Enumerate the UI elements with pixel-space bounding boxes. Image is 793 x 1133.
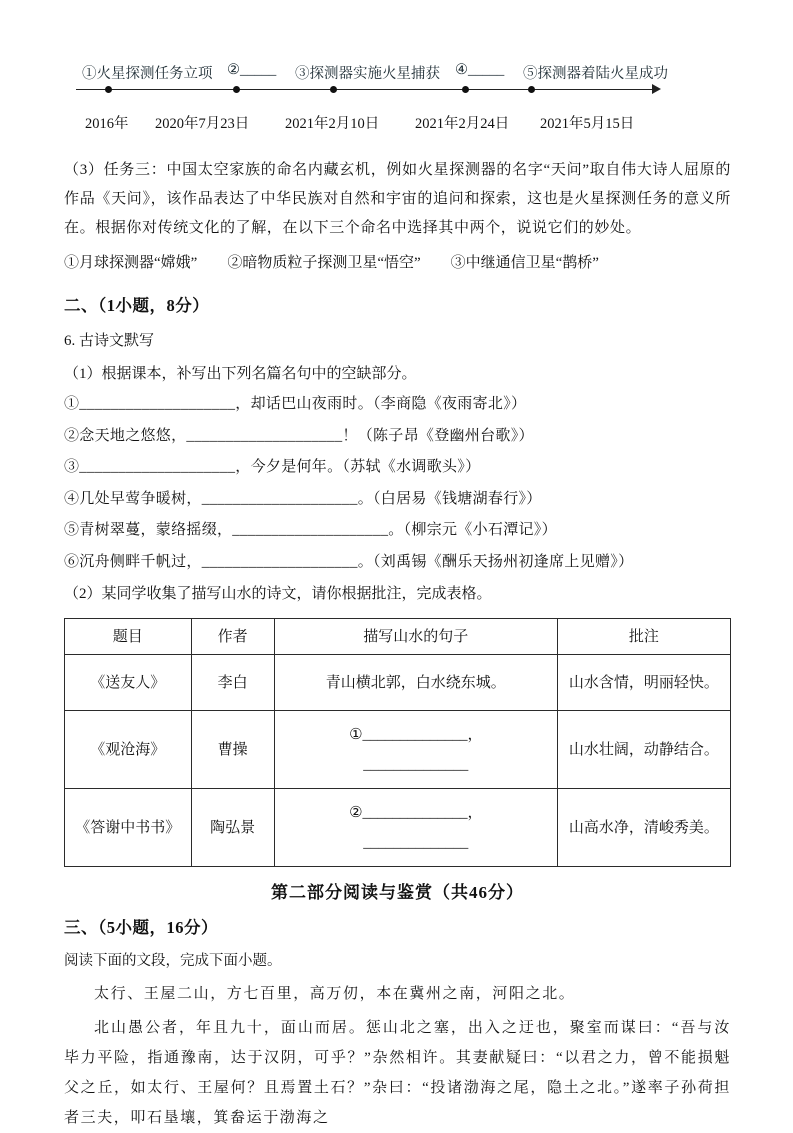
table-header-row (65, 619, 731, 655)
timeline-date-2: 2020年7月23日 (155, 116, 250, 132)
cell-title: 《观沧海》 (65, 711, 192, 789)
cell-sentence-blank (274, 789, 557, 867)
cell-note: 山水含情，明丽轻快。 (557, 655, 730, 711)
timeline-label-2: ②_____ (227, 62, 277, 78)
blank-line-1: ①______________， (349, 726, 483, 743)
timeline-dot (462, 86, 469, 93)
header-note: 批注 (557, 619, 730, 655)
blank-line-1: ②______________， (349, 804, 483, 821)
passage-paragraph-2: 北山愚公者，年且九十，面山而居。惩山北之塞，出入之迂也，聚室而谋曰：“吾与汝毕力平险，指通豫南，达于汉阴，可乎？”杂然相许。其妻献疑曰：“以君之力，曾不能损魁父之丘，如太行、王屋何？且焉置土石？”杂曰：“投诸渤海之尾，隐土之北。”遂率子孙荷担者三夫，叩石垦壤，箕畚运于渤海之 (64, 1020, 731, 1126)
section-3-heading: 三、（5小题，16分） (64, 918, 218, 937)
timeline-label-3: ③探测器实施火星捕获 (295, 66, 440, 82)
cell-author: 李白 (191, 655, 274, 711)
part1-intro: （1）根据课本，补写出下列名篇名句中的空缺部分。 (64, 366, 417, 382)
timeline-date-1: 2016年 (85, 116, 129, 132)
cell-sentence: 青山横北郭，白水绕东城。 (274, 655, 557, 711)
cell-title: 《送友人》 (65, 655, 192, 711)
dictation-line-3: ③____________________，今夕是何年。（苏轼《水调歌头》） (64, 459, 481, 475)
timeline-dot (528, 86, 535, 93)
timeline-date-4: 2021年2月24日 (415, 116, 510, 132)
timeline-label-5: ⑤探测器着陆火星成功 (523, 66, 668, 82)
timeline-axis-line (76, 89, 656, 90)
passage-paragraph-1: 太行、王屋二山，方七百里，高万仞，本在冀州之南，河阳之北。 (94, 986, 576, 1002)
cell-title: 《答谢中书书》 (65, 789, 192, 867)
timeline-dot (233, 86, 240, 93)
shanshui-poems-table (64, 618, 731, 867)
cell-note: 山高水净，清峻秀美。 (557, 789, 730, 867)
timeline-label-1: ①火星探测任务立项 (82, 66, 213, 82)
cell-sentence-blank (274, 711, 557, 789)
timeline-arrow-icon (652, 84, 661, 94)
reading-instruction: 阅读下面的文段，完成下面小题。 (64, 953, 282, 969)
header-sentence: 描写山水的句子 (274, 619, 557, 655)
dictation-line-5: ⑤青树翠蔓，蒙络摇缀，____________________。（柳宗元《小石潭记》） (64, 522, 557, 538)
blank-line-2: ______________ (363, 756, 469, 773)
question-6-title: 6. 古诗文默写 (64, 333, 155, 349)
blank-line-2: ______________ (363, 834, 469, 851)
timeline-dot (105, 86, 112, 93)
task3-paragraph: （3）任务三：中国太空家族的命名内藏玄机，例如火星探测器的名字“天问”取自伟大诗人屈原的作品《天问》，该作品表达了中华民族对自然和宇宙的追问和探索，这也是火星探测任务的意义所在。根据你对传统文化的了解，在以下三个命名中选择其中两个，说说它们的妙处。 (64, 162, 731, 236)
cell-author: 曹操 (191, 711, 274, 789)
table-row (65, 789, 731, 867)
cell-note: 山水壮阔，动静结合。 (557, 711, 730, 789)
timeline-dot (330, 86, 337, 93)
timeline-date-3: 2021年2月10日 (285, 116, 380, 132)
table-row (65, 655, 731, 711)
dictation-line-6: ⑥沉舟侧畔千帆过，____________________。（刘禹锡《酬乐天扬州初逢席上见赠》） (64, 553, 634, 570)
section-2-heading: 二、（1小题，8分） (64, 296, 210, 315)
dictation-lines (64, 389, 731, 578)
dictation-line-2: ②念天地之悠悠，____________________！（陈子昂《登幽州台歌》） (64, 427, 534, 444)
part2-intro: （2）某同学收集了描写山水的诗文，请你根据批注，完成表格。 (64, 586, 492, 602)
table-row (65, 711, 731, 789)
dictation-line-4: ④几处早莺争暖树，____________________。（白居易《钱塘湖春行》） (64, 490, 542, 507)
naming-options-line: ①月球探测器“嫦娥” ②暗物质粒子探测卫星“悟空” ③中继通信卫星“鹊桥” (64, 255, 599, 271)
mars-mission-timeline (64, 56, 731, 150)
header-author: 作者 (191, 619, 274, 655)
dictation-line-1: ①____________________，却话巴山夜雨时。（李商隐《夜雨寄北》） (64, 396, 527, 412)
header-title: 题目 (65, 619, 192, 655)
cell-author: 陶弘景 (191, 789, 274, 867)
timeline-date-5: 2021年5月15日 (540, 116, 635, 132)
part-2-heading: 第二部分阅读与鉴赏（共46分） (271, 883, 524, 902)
timeline-label-4: ④_____ (455, 62, 505, 78)
